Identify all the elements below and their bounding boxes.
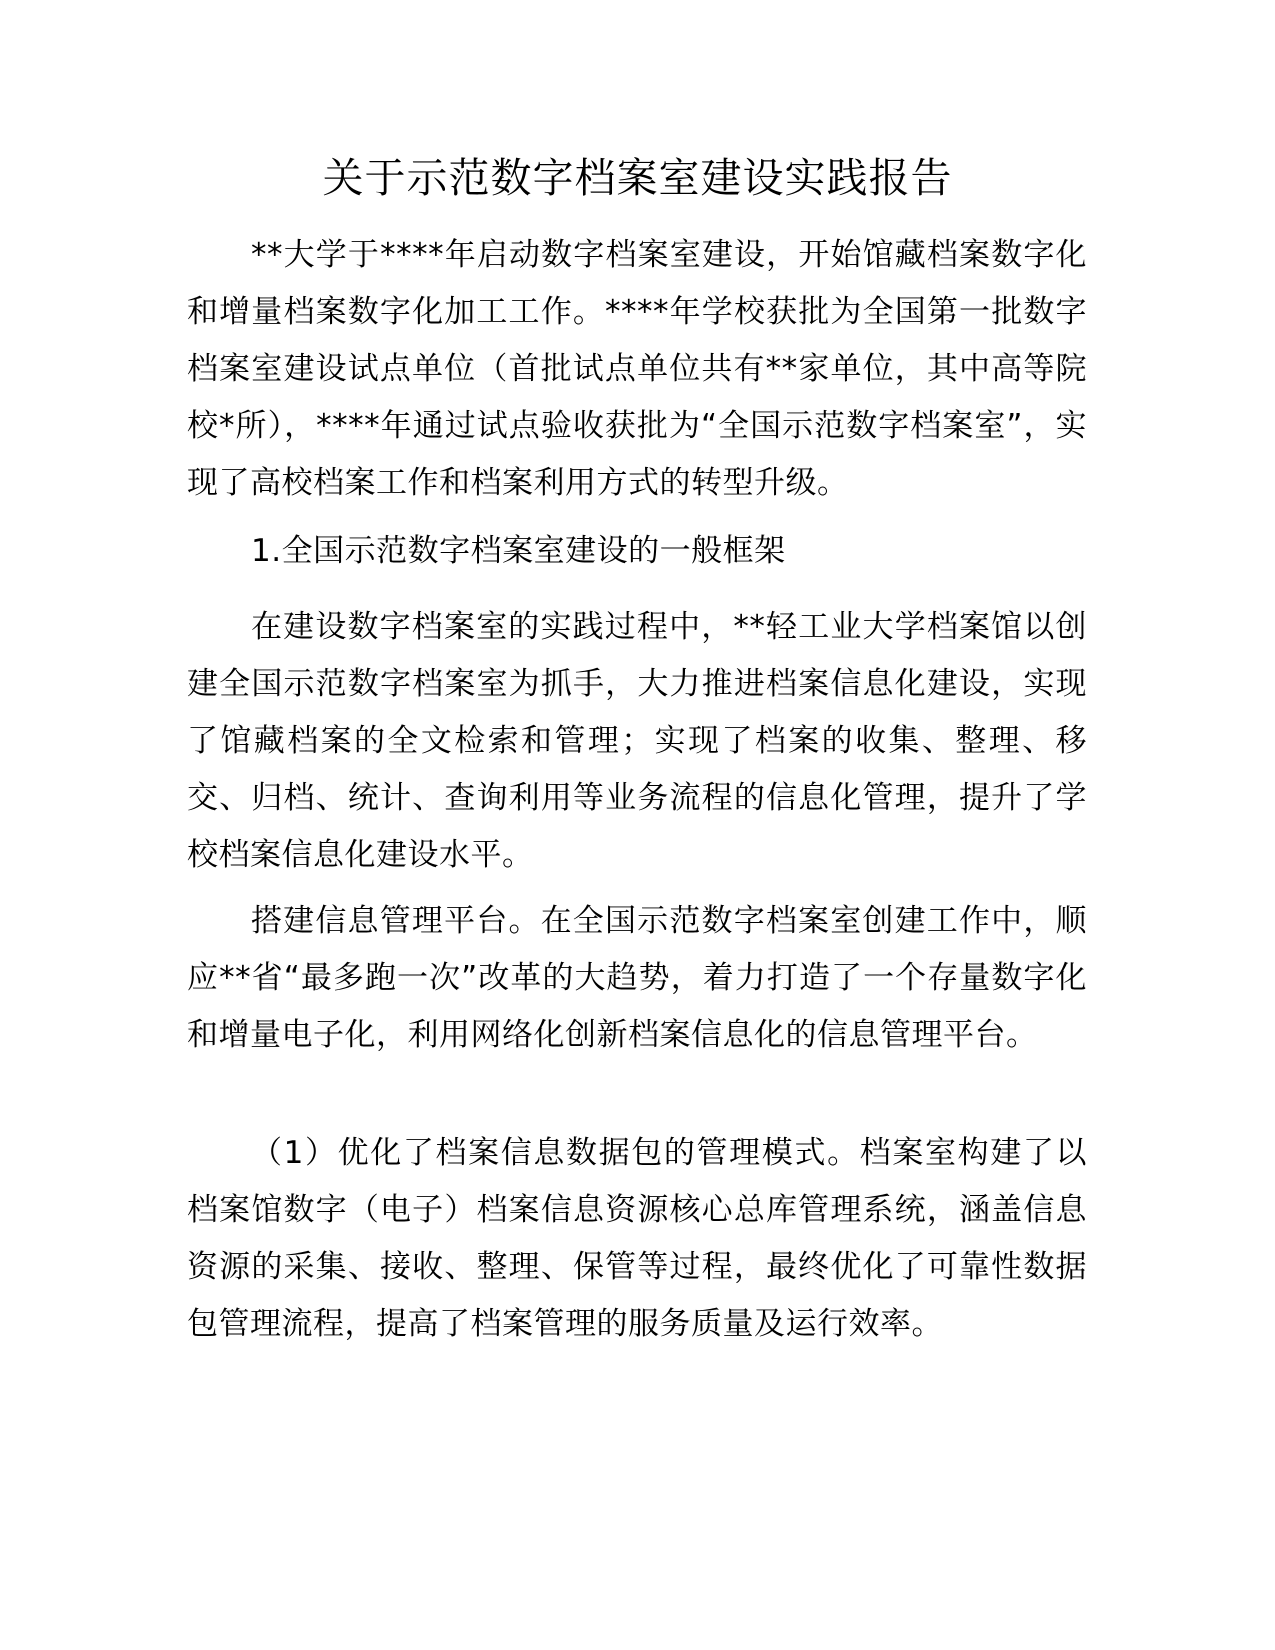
paragraph-platform: 搭建信息管理平台。在全国示范数字档案室创建工作中，顺应**省“最多跑一次”改革的大趋势，着力打造了一个存量数字化和增量电子化，利用网络化创新档案信息化的信息管理平台。	[187, 903, 1087, 1053]
document-title: 关于示范数字档案室建设实践报告	[322, 154, 953, 202]
paragraph-data-package: （1）优化了档案信息数据包的管理模式。档案室构建了以档案馆数字（电子）档案信息资源核心总库管理系统，涵盖信息资源的采集、接收、整理、保管等过程，最终优化了可靠性数据包管理流程，提高了档案管理的服务质量及运行效率。	[187, 1135, 1087, 1342]
section-heading-framework: 1.全国示范数字档案室建设的一般框架	[251, 533, 786, 569]
paragraph-intro: **大学于****年启动数字档案室建设，开始馆藏档案数字化和增量档案数字化加工工作。****年学校获批为全国第一批数字档案室建设试点单位（首批试点单位共有**家单位，其中高等院校*所），****年通过试点验收获批为“全国示范数字档案室”，实现了高校档案工作和档案利用方式的转型升级。	[187, 237, 1087, 501]
paragraph-practice: 在建设数字档案室的实践过程中，**轻工业大学档案馆以创建全国示范数字档案室为抓手，大力推进档案信息化建设，实现了馆藏档案的全文检索和管理；实现了档案的收集、整理、移交、归档、统计、查询利用等业务流程的信息化管理，提升了学校档案信息化建设水平。	[187, 609, 1087, 873]
